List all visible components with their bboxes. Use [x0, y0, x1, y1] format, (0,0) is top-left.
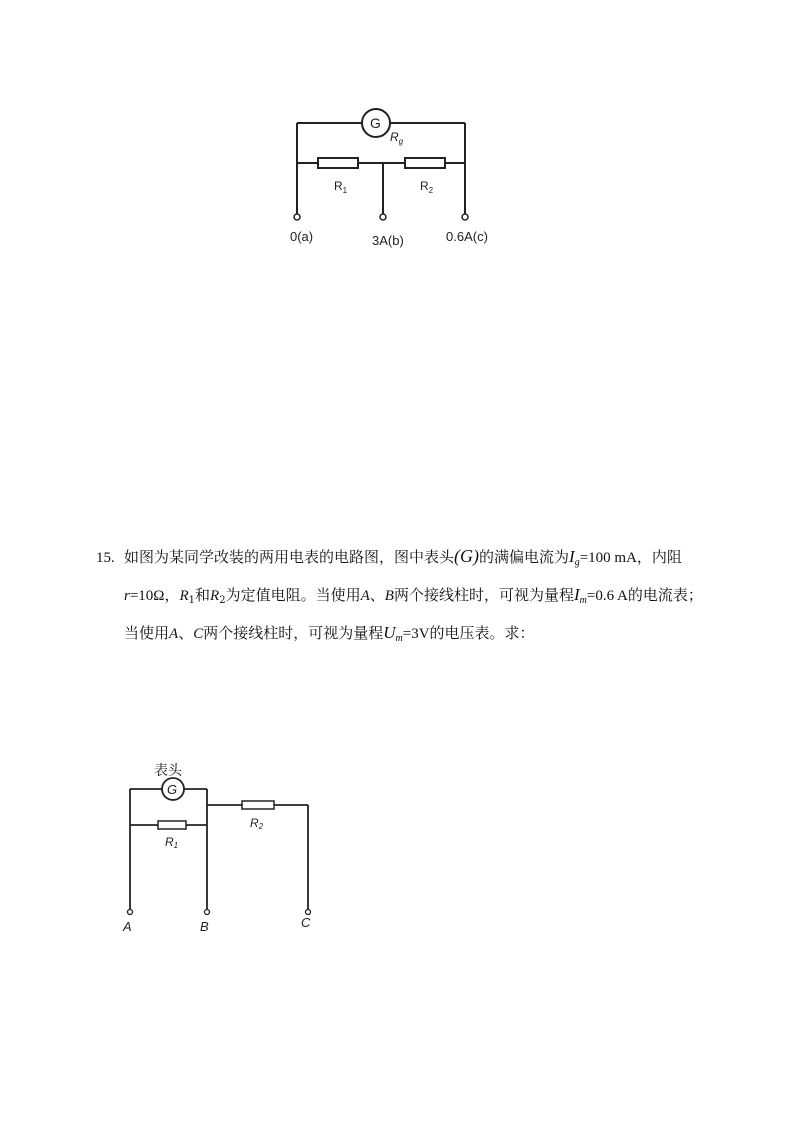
- r1-label: $R_1$: [334, 179, 348, 195]
- circuit-diagram-ammeter: [270, 95, 520, 255]
- terminal-b: [380, 214, 386, 220]
- terminal-c: [306, 910, 311, 915]
- r2-label: $R_2$: [420, 179, 434, 195]
- resistor-r2: [405, 158, 445, 168]
- terminal-c-label: C: [301, 915, 311, 930]
- terminal-c: [462, 214, 468, 220]
- problem-number: 15.: [96, 550, 115, 566]
- terminal-a-label: A: [123, 919, 132, 934]
- meter-head-label: 表头: [154, 762, 182, 778]
- meter-resistance-label: $R_g$: [390, 130, 404, 146]
- resistor-r1: [318, 158, 358, 168]
- galvanometer-symbol-text: (G): [454, 546, 480, 566]
- terminal-b-label: B: [200, 919, 209, 934]
- terminal-c-label: 0.6A(c): [446, 229, 488, 244]
- terminal-b: [205, 910, 210, 915]
- r2-label: R2: [250, 816, 264, 831]
- problem-line-3: 当使用A、C两个接线柱时，可视为量程$U_m=3V$的电压表。求：: [124, 623, 535, 644]
- resistor-r1: [158, 821, 186, 829]
- problem-line-2: r=10Ω，$R_1$和$R_2$为定值电阻。当使用A、B两个接线柱时，可视为量程$I_m=0.6$ A的电流表；: [124, 585, 703, 606]
- terminal-a: [294, 214, 300, 220]
- resistor-r2: [242, 801, 274, 809]
- terminal-a-label: 0(a): [290, 229, 314, 244]
- terminal-b-label: 3A(b): [372, 233, 404, 248]
- galvanometer-label: G: [167, 782, 178, 797]
- galvanometer-label: G: [370, 115, 381, 131]
- r1-label: R1: [165, 835, 179, 850]
- terminal-a: [128, 910, 133, 915]
- problem-line-1: 15. 如图为某同学改装的两用电表的电路图，图中表头(G)的满偏电流为$I_g=100$ mA，内阻: [96, 540, 736, 579]
- circuit-diagram-dual-meter: [110, 755, 340, 940]
- problem-15: [96, 540, 736, 655]
